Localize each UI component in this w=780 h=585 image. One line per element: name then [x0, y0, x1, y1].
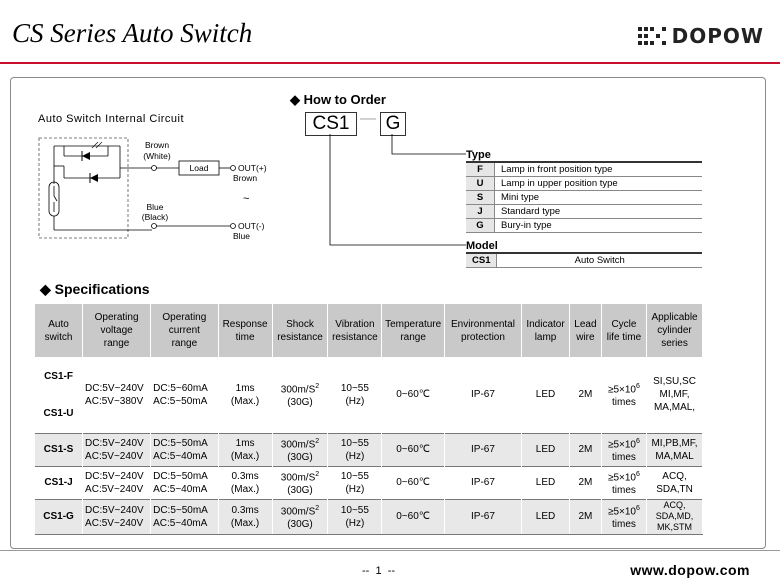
response-cell: 1ms (Max.)	[218, 357, 272, 433]
table-row	[35, 433, 703, 466]
type-desc: Lamp in front position type	[495, 162, 703, 177]
lamp-cell: LED	[522, 433, 570, 466]
wire2-color-label: Blue	[146, 202, 164, 212]
shock-cell: $300m/S^2$ (30G)	[272, 499, 328, 534]
how-to-order-text: How to Order	[303, 92, 386, 107]
header-rule	[0, 62, 780, 64]
protection-cell: IP-67	[444, 499, 521, 534]
table-row	[466, 191, 702, 205]
cycle-cell: $\ge 5\times 10^6$ times	[601, 433, 646, 466]
footer-rule	[0, 550, 780, 551]
type-desc: Mini type	[495, 191, 703, 205]
page-dash-left: --	[362, 565, 376, 577]
current-cell: DC:5~50mA AC:5~40mA	[151, 433, 219, 466]
response-cell: 0.3ms (Max.)	[218, 466, 272, 499]
protection-cell: IP-67	[444, 433, 521, 466]
page-number	[362, 565, 395, 577]
type-code: F	[466, 162, 495, 177]
col-header: Applicable cylinder series	[647, 304, 703, 357]
vibration-cell: 10~55 (Hz)	[328, 499, 382, 534]
col-header: Operating voltage range	[83, 304, 151, 357]
model-cell: CS1-G	[35, 499, 83, 534]
wire1-color-label: Brown	[144, 140, 170, 150]
model-cell: CS1-J	[35, 466, 83, 499]
response-cell: 0.3ms (Max.)	[218, 499, 272, 534]
series-cell: ACQ, SDA,TN	[647, 466, 703, 499]
col-header: Temperature range	[382, 304, 444, 357]
vibration-cell: 10~55 (Hz)	[328, 433, 382, 466]
type-table	[466, 161, 702, 233]
lamp-cell: LED	[522, 466, 570, 499]
col-header: Indicator lamp	[522, 304, 570, 357]
type-code: G	[466, 219, 495, 233]
temperature-cell: 0~60℃	[382, 433, 444, 466]
specifications-text: Specifications	[54, 281, 150, 297]
col-header: Vibration resistance	[328, 304, 382, 357]
vibration-cell: 10~55 (Hz)	[328, 466, 382, 499]
temperature-cell: 0~60℃	[382, 466, 444, 499]
col-header: Cycle life time	[601, 304, 646, 357]
cycle-cell: $\ge 5\times 10^6$ times	[601, 466, 646, 499]
lamp-cell: LED	[522, 357, 570, 433]
page-number-text: 1	[375, 565, 382, 577]
protection-cell: IP-67	[444, 357, 521, 433]
dopow-logo-icon	[638, 26, 668, 46]
order-code-type-box: G	[380, 112, 406, 136]
type-label: Type	[466, 149, 491, 161]
specifications-table	[35, 304, 703, 535]
model-cell: CS1-S	[35, 433, 83, 466]
response-cell: 1ms (Max.)	[218, 433, 272, 466]
type-code: S	[466, 191, 495, 205]
model-label: Model	[466, 240, 498, 252]
table-row	[466, 219, 702, 233]
ac-tilde-symbol: ~	[243, 193, 250, 205]
cycle-cell: $\ge 5\times 10^6$ times	[601, 499, 646, 534]
table-row	[466, 162, 702, 177]
protection-cell: IP-67	[444, 466, 521, 499]
model-code: CS1	[466, 253, 497, 268]
page-title: CS Series Auto Switch	[12, 18, 253, 48]
order-code-dash: —	[360, 110, 376, 127]
website-url: www.dopow.com	[630, 562, 750, 578]
table-row	[466, 253, 702, 268]
table-row	[35, 499, 703, 534]
current-cell: DC:5~50mA AC:5~40mA	[151, 499, 219, 534]
temperature-cell: 0~60℃	[382, 357, 444, 433]
series-cell: MI,PB,MF, MA,MAL	[647, 433, 703, 466]
type-desc: Lamp in upper position type	[495, 177, 703, 191]
order-code-model-box: CS1	[305, 112, 357, 136]
voltage-cell: DC:5V~240V AC:5V~240V	[83, 499, 151, 534]
shock-cell: $300m/S^2$ (30G)	[272, 466, 328, 499]
vibration-cell: 10~55 (Hz)	[328, 357, 382, 433]
specifications-heading	[40, 281, 150, 298]
out-plus-color-label: Brown	[233, 173, 258, 183]
lead-cell: 2M	[569, 433, 601, 466]
type-code: J	[466, 205, 495, 219]
type-desc: Bury-in type	[495, 219, 703, 233]
model-cell: CS1-U	[35, 395, 83, 433]
model-table	[466, 252, 702, 268]
model-cell: CS1-F	[35, 357, 83, 395]
type-code: U	[466, 177, 495, 191]
lead-cell: 2M	[569, 499, 601, 534]
wire2-alt-color-label: (Black)	[141, 212, 169, 222]
cycle-cell: $\ge 5\times 10^6$ times	[601, 357, 646, 433]
out-minus-label: OUT(-)	[238, 221, 265, 231]
table-row	[466, 205, 702, 219]
col-header: Lead wire	[569, 304, 601, 357]
col-header: Auto switch	[35, 304, 83, 357]
temperature-cell: 0~60℃	[382, 499, 444, 534]
shock-cell: $300m/S^2$ (30G)	[272, 433, 328, 466]
brand-logo	[638, 24, 764, 48]
table-header-row	[35, 304, 703, 357]
voltage-cell: DC:5V~240V AC:5V~240V	[83, 433, 151, 466]
lamp-cell: LED	[522, 499, 570, 534]
lead-cell: 2M	[569, 466, 601, 499]
table-row	[35, 466, 703, 499]
logo-text: DOPOW	[671, 24, 764, 48]
type-desc: Standard type	[495, 205, 703, 219]
current-cell: DC:5~60mA AC:5~50mA	[151, 357, 219, 433]
model-desc: Auto Switch	[497, 253, 702, 268]
current-cell: DC:5~50mA AC:5~40mA	[151, 466, 219, 499]
circuit-diagram	[34, 134, 294, 244]
diamond-bullet-icon: ◆	[290, 92, 300, 107]
col-header: Environmental protection	[444, 304, 521, 357]
wire1-alt-color-label: (White)	[143, 151, 171, 161]
how-to-order-heading	[290, 92, 386, 108]
circuit-title: Auto Switch Internal Circuit	[38, 113, 185, 125]
page-dash-right: --	[381, 565, 396, 577]
shock-cell: $300m/S^2$ (30G)	[272, 357, 328, 433]
out-minus-color-label: Blue	[233, 231, 251, 241]
col-header: Shock resistance	[272, 304, 328, 357]
series-cell: SI,SU,SC MI,MF, MA,MAL,	[647, 357, 703, 433]
series-cell: ACQ, SDA,MD, MK,STM	[647, 499, 703, 534]
voltage-cell: DC:5V~240V AC:5V~240V	[83, 466, 151, 499]
col-header: Response time	[218, 304, 272, 357]
lead-cell: 2M	[569, 357, 601, 433]
table-row	[35, 357, 703, 395]
out-plus-label: OUT(+)	[238, 163, 267, 173]
voltage-cell: DC:5V~240V AC:5V~380V	[83, 357, 151, 433]
col-header: Operating current range	[151, 304, 219, 357]
diamond-bullet-icon: ◆	[40, 281, 51, 297]
load-label: Load	[189, 163, 209, 173]
table-row	[466, 177, 702, 191]
